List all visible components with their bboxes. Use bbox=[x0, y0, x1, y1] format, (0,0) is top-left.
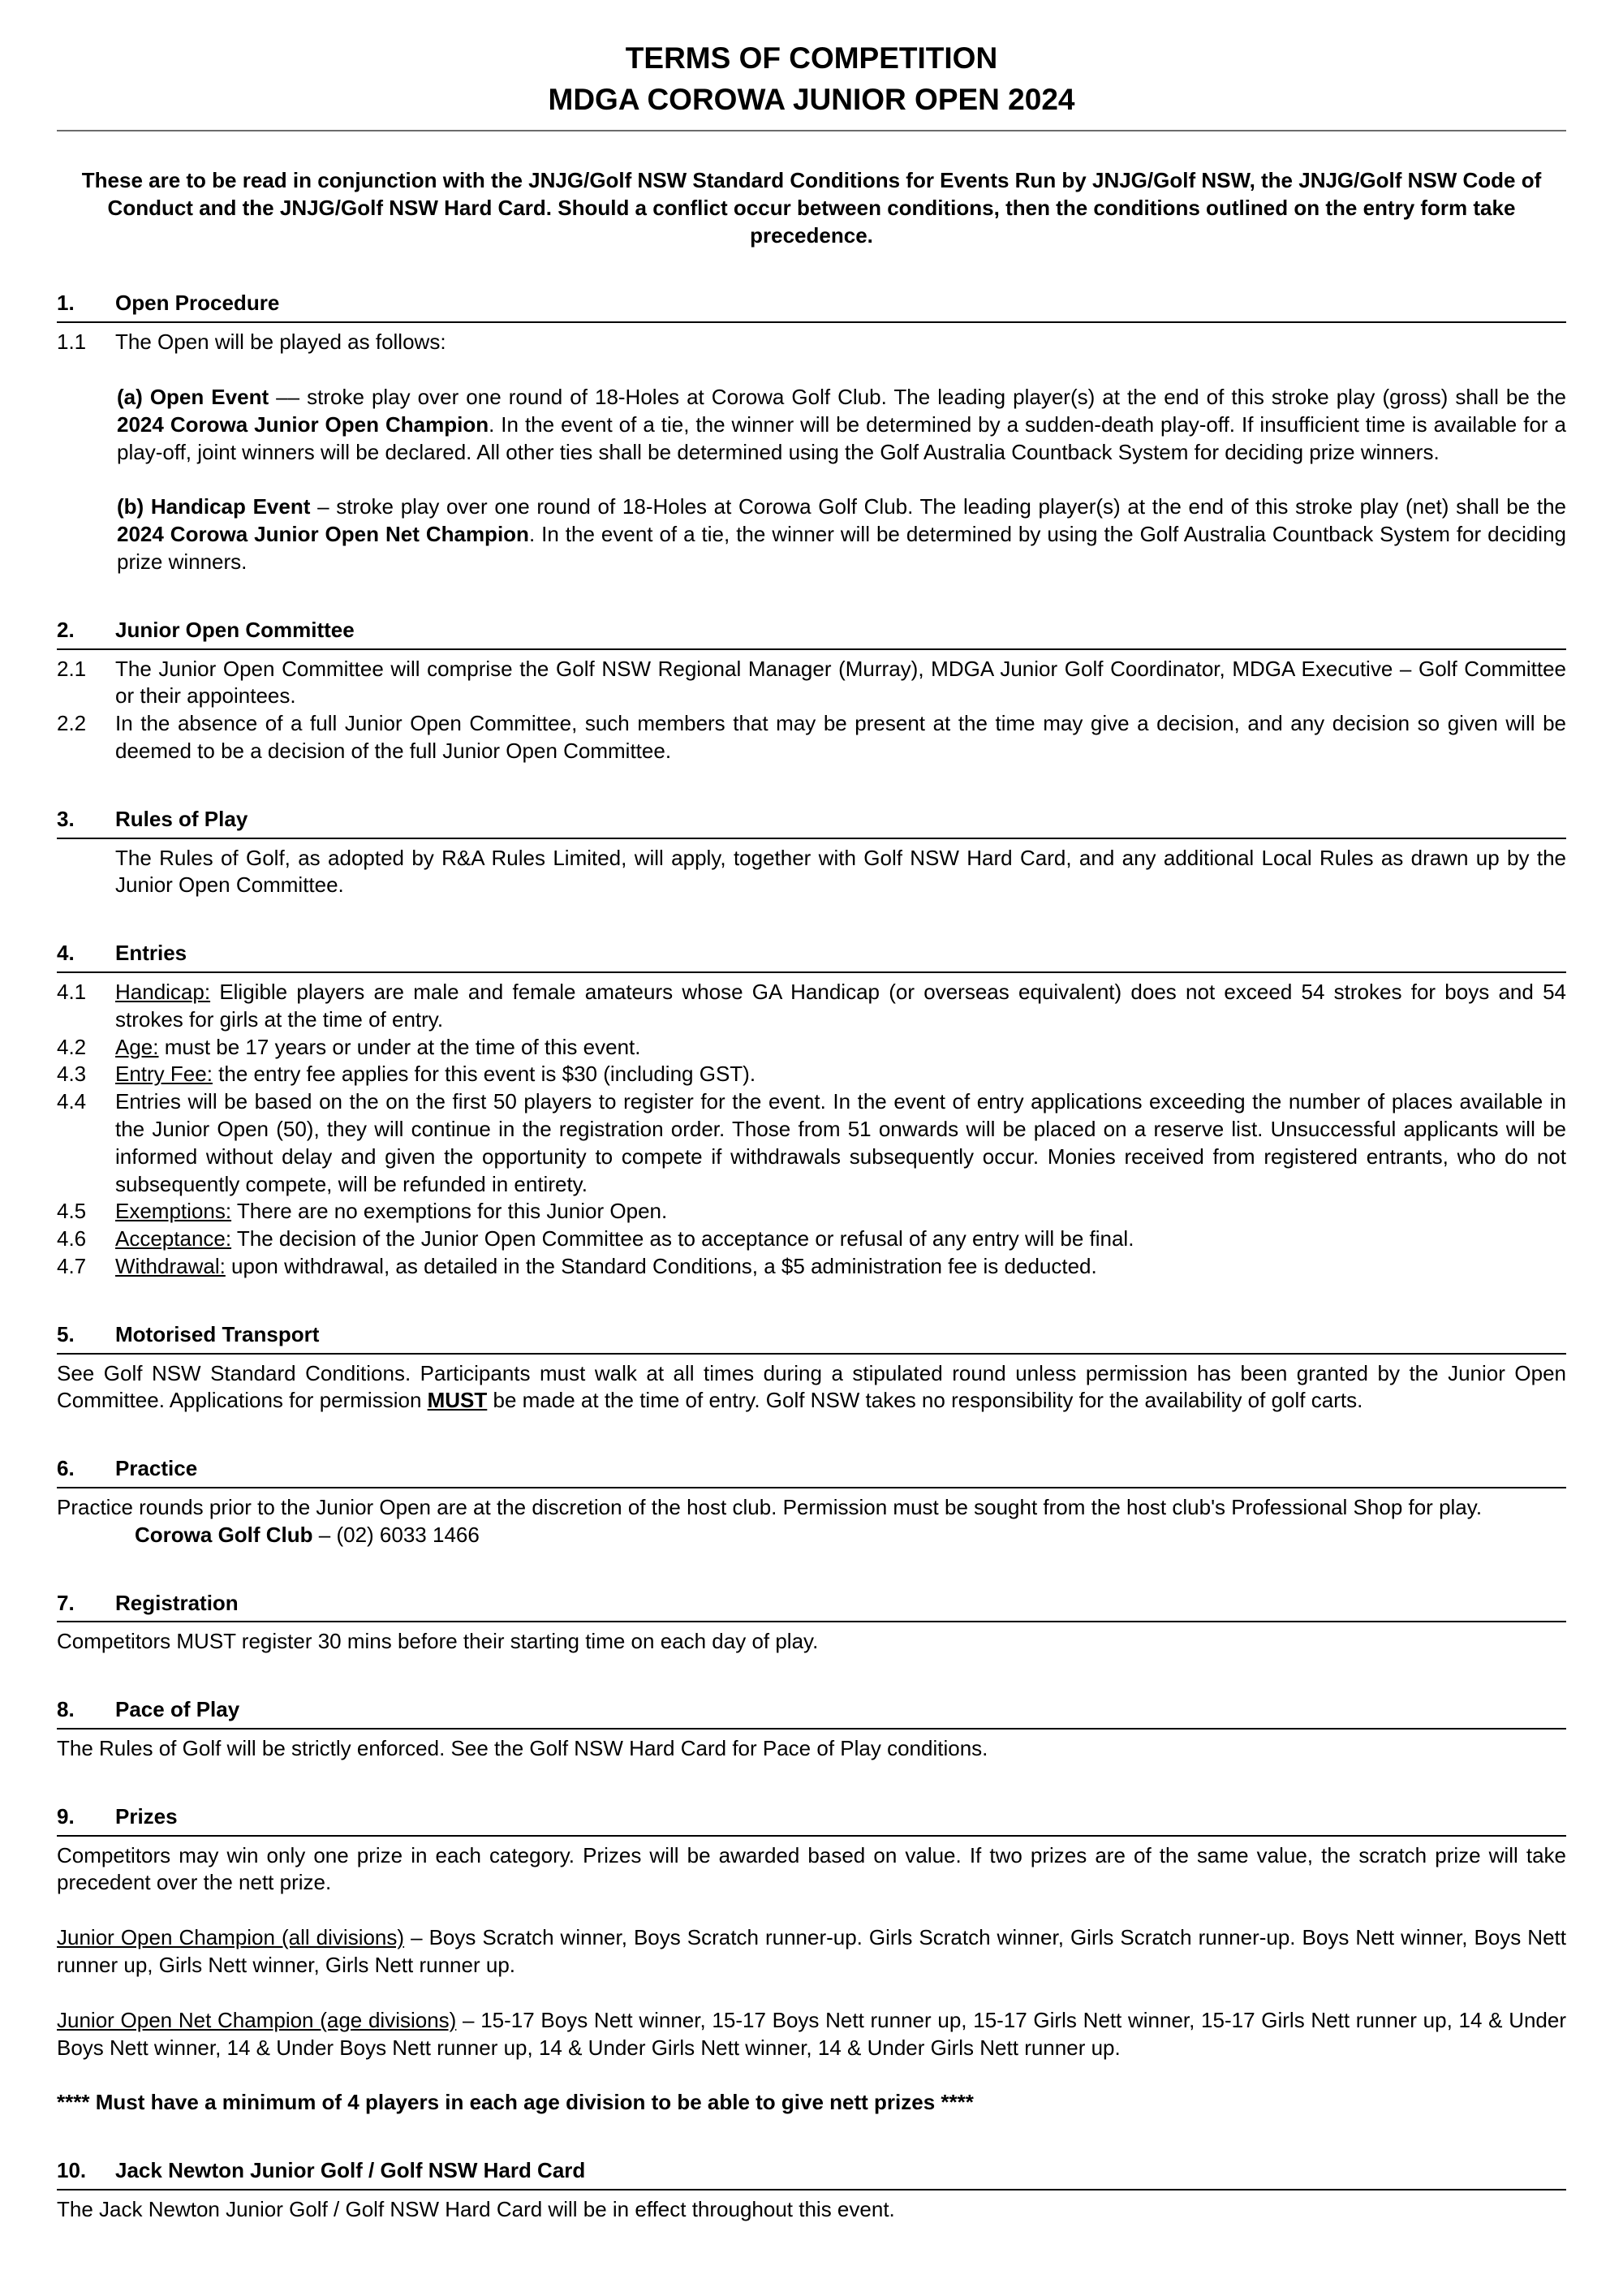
section-title: Junior Open Committee bbox=[115, 617, 355, 642]
text-run: – 15-17 Boys Nett winner, 15-17 Boys Nett runner up, 15-17 Girls Nett winner, 15-17 Girls Nett runner up, 14 & Under Boys Nett winner, 14 & Under Boys Nett runner up, 14 & Under Girls Nett winner, 14 & Under Girls Nett runner up. bbox=[57, 2007, 1567, 2060]
section-1-open-procedure bbox=[57, 290, 1566, 575]
clause-text: The Open will be played as follows: bbox=[115, 330, 446, 355]
clause-number: 4.1 bbox=[57, 980, 87, 1005]
text-run: . In the event of a tie, the winner will be determined by a sudden-death play-off. If insufficient time is available for a play-off, joint winners will be declared. All other ties shall be determined using the Golf Australia Countback System for deciding prize winners. bbox=[117, 411, 1566, 464]
section-number: 5. bbox=[57, 1321, 75, 1346]
underline-run: Acceptance: bbox=[115, 1226, 232, 1251]
section-3-rules-of-play bbox=[57, 806, 1566, 899]
clause-4-4 bbox=[57, 1088, 1566, 1198]
section-body bbox=[57, 1360, 1566, 1415]
section-heading bbox=[57, 1455, 1566, 1488]
section-heading bbox=[57, 1696, 1566, 1730]
section-body: Practice rounds prior to the Junior Open are at the discretion of the host club. Permission must be sought from the host club's Professional Shop for play. bbox=[57, 1494, 1483, 1519]
text-run: Eligible players are male and female amateurs whose GA Handicap (or overseas equivalent) does not exceed 54 strokes for boys and 54 strokes for girls at the time of entry. bbox=[115, 980, 1566, 1032]
text-run: See Golf NSW Standard Conditions. Participants must walk at all times during a stipulated round unless permission has been granted by the Junior Open Committee. Applications for permission bbox=[57, 1360, 1566, 1413]
section-heading bbox=[57, 1321, 1566, 1355]
section-title: Registration bbox=[115, 1590, 239, 1615]
clause-text bbox=[115, 1226, 1566, 1253]
section-10-hard-card bbox=[57, 2157, 1566, 2224]
prizes-open-champion bbox=[57, 1924, 1566, 1979]
section-heading bbox=[57, 1590, 1566, 1623]
clause-number: 4.6 bbox=[57, 1226, 87, 1251]
underline-run: Exemptions: bbox=[115, 1199, 232, 1224]
clause-text: Entries will be based on the on the first 50 players to register for the event. In the event of entry applications exceeding the number of places available in the Junior Open (50), they will continue in the registration order. Those from 51 onwards will be placed on a reserve list. Unsuccessful applicants will be informed without delay and given the opportunity to compete if withdrawals subsequently occur. Monies received from registered entrants, who do not subsequently compete, will be refunded in entirety. bbox=[115, 1089, 1566, 1196]
text-run: must be 17 years or under at the time of this event. bbox=[158, 1034, 641, 1059]
clause-text bbox=[115, 1034, 1566, 1062]
club-name: Corowa Golf Club bbox=[135, 1522, 313, 1547]
section-number: 2. bbox=[57, 617, 75, 642]
underline-run: Junior Open Net Champion (age divisions) bbox=[57, 2007, 457, 2032]
clause-number: 4.4 bbox=[57, 1089, 87, 1114]
prizes-net-champion bbox=[57, 2007, 1566, 2062]
clause-text: The Junior Open Committee will comprise the Golf NSW Regional Manager (Murray), MDGA Junior Golf Coordinator, MDGA Executive – Golf Committee or their appointees. bbox=[115, 656, 1566, 709]
underline-run: Age: bbox=[115, 1034, 159, 1059]
text-run: There are no exemptions for this Junior Open. bbox=[231, 1199, 668, 1224]
section-number: 4. bbox=[57, 941, 75, 966]
section-body: The Jack Newton Junior Golf / Golf NSW Hard Card will be in effect throughout this event. bbox=[57, 2196, 895, 2221]
section-number: 7. bbox=[57, 1590, 75, 1615]
bold-run: 2024 Corowa Junior Open Net Champion bbox=[117, 522, 529, 547]
section-body: Competitors MUST register 30 mins before their starting time on each day of play. bbox=[57, 1629, 819, 1654]
document-title-line2: MDGA COROWA JUNIOR OPEN 2024 bbox=[548, 83, 1075, 117]
section-body: The Rules of Golf, as adopted by R&A Rules Limited, will apply, together with Golf NSW Hard Card, and any additional Local Rules as drawn up by the Junior Open Committee. bbox=[115, 845, 1566, 898]
section-number: 8. bbox=[57, 1697, 75, 1722]
bold-run: 2024 Corowa Junior Open Champion bbox=[117, 411, 489, 437]
intro-paragraph: These are to be read in conjunction with the JNJG/Golf NSW Standard Conditions for Events Run by JNJG/Golf NSW, the JNJG/Golf NSW Code of Conduct and the JNJG/Golf NSW Hard Card. Should a conflict occur between conditions, then the conditions outlined on the entry form take precedence. bbox=[81, 168, 1542, 248]
section-heading bbox=[57, 2157, 1566, 2190]
clause-4-6 bbox=[57, 1226, 1566, 1253]
prizes-minimum-note: **** Must have a minimum of 4 players in each age division to be able to give nett prizes **** bbox=[57, 2090, 974, 2115]
bold-run: (a) Open Event bbox=[117, 385, 269, 410]
section-number: 6. bbox=[57, 1456, 75, 1481]
clause-number: 4.3 bbox=[57, 1062, 87, 1087]
section-title: Open Procedure bbox=[115, 291, 280, 316]
clause-4-1 bbox=[57, 979, 1566, 1034]
clause-2-2 bbox=[57, 710, 1566, 765]
clause-number: 4.2 bbox=[57, 1034, 87, 1059]
clause-4-7 bbox=[57, 1253, 1566, 1281]
section-heading bbox=[57, 1803, 1566, 1837]
clause-4-5 bbox=[57, 1198, 1566, 1226]
section-8-pace-of-play bbox=[57, 1696, 1566, 1763]
section-number: 9. bbox=[57, 1803, 75, 1829]
section-heading bbox=[57, 290, 1566, 323]
section-title: Jack Newton Junior Golf / Golf NSW Hard Card bbox=[115, 2158, 586, 2183]
clause-text: In the absence of a full Junior Open Committee, such members that may be present at the time may give a decision, and any decision so given will be deemed to be a decision of the full Junior Open Committee. bbox=[115, 711, 1566, 764]
section-number: 3. bbox=[57, 806, 75, 831]
section-7-registration bbox=[57, 1590, 1566, 1656]
text-run: –– stroke play over one round of 18-Holes at Corowa Golf Club. The leading player(s) at the end of this stroke play (gross) shall be the bbox=[269, 385, 1566, 410]
clause-number: 1.1 bbox=[57, 330, 87, 355]
section-6-practice bbox=[57, 1455, 1566, 1549]
clause-4-2 bbox=[57, 1034, 1566, 1062]
section-5-motorised-transport bbox=[57, 1321, 1566, 1415]
underline-run: Entry Fee: bbox=[115, 1062, 213, 1087]
text-run: – Boys Scratch winner, Boys Scratch runner-up. Girls Scratch winner, Girls Scratch runner-up. Boys Nett winner, Boys Nett runner up, Girls Nett winner, Girls Nett runner up. bbox=[57, 1925, 1566, 1977]
underline-run: Junior Open Champion (all divisions) bbox=[57, 1925, 405, 1950]
text-run: The decision of the Junior Open Committee as to acceptance or refusal of any entry will be final. bbox=[231, 1226, 1134, 1251]
document-title-line1: TERMS OF COMPETITION bbox=[625, 41, 998, 75]
clause-1-1 bbox=[57, 329, 1566, 356]
section-title: Practice bbox=[115, 1456, 198, 1481]
text-run: upon withdrawal, as detailed in the Standard Conditions, a $5 administration fee is deducted. bbox=[225, 1254, 1097, 1278]
section-4-entries bbox=[57, 940, 1566, 1281]
clause-text bbox=[115, 1198, 1566, 1226]
text-run: be made at the time of entry. Golf NSW takes no responsibility for the availability of golf carts. bbox=[487, 1388, 1363, 1413]
section-title: Motorised Transport bbox=[115, 1321, 320, 1346]
section-title: Prizes bbox=[115, 1803, 178, 1829]
section-heading bbox=[57, 806, 1566, 839]
club-phone: – (02) 6033 1466 bbox=[312, 1522, 480, 1547]
underline-run: Withdrawal: bbox=[115, 1254, 226, 1278]
bold-run: (b) Handicap Event bbox=[117, 494, 311, 519]
subclause-b bbox=[117, 493, 1566, 575]
section-number: 1. bbox=[57, 291, 75, 316]
section-title: Pace of Play bbox=[115, 1697, 240, 1722]
section-heading bbox=[57, 617, 1566, 650]
club-contact-line bbox=[135, 1522, 1566, 1549]
section-title: Entries bbox=[115, 941, 187, 966]
clause-number: 2.2 bbox=[57, 711, 87, 736]
clause-text bbox=[115, 1253, 1566, 1281]
section-body: The Rules of Golf will be strictly enforced. See the Golf NSW Hard Card for Pace of Play conditions. bbox=[57, 1735, 988, 1760]
text-run: the entry fee applies for this event is $30 (including GST). bbox=[212, 1062, 756, 1087]
underline-run: Handicap: bbox=[115, 980, 211, 1005]
clause-4-3 bbox=[57, 1061, 1566, 1088]
section-2-junior-open-committee bbox=[57, 617, 1566, 765]
document-header bbox=[57, 37, 1566, 131]
prizes-intro: Competitors may win only one prize in each category. Prizes will be awarded based on value. If two prizes are of the same value, the scratch prize will take precedent over the nett prize. bbox=[57, 1842, 1566, 1895]
section-9-prizes bbox=[57, 1803, 1566, 2117]
section-heading bbox=[57, 940, 1566, 973]
clause-2-1 bbox=[57, 656, 1566, 711]
clause-number: 4.5 bbox=[57, 1199, 87, 1224]
clause-text bbox=[115, 1061, 1566, 1088]
section-title: Rules of Play bbox=[115, 806, 248, 831]
subclause-a bbox=[117, 384, 1566, 466]
bold-underline-run: MUST bbox=[427, 1388, 488, 1413]
clause-number: 4.7 bbox=[57, 1254, 87, 1278]
section-number: 10. bbox=[57, 2158, 87, 2183]
clause-number: 2.1 bbox=[57, 656, 87, 681]
text-run: . In the event of a tie, the winner will be determined by using the Golf Australia Countback System for deciding prize winners. bbox=[117, 522, 1566, 575]
clause-text bbox=[115, 979, 1566, 1034]
text-run: – stroke play over one round of 18-Holes at Corowa Golf Club. The leading player(s) at the end of this stroke play (net) shall be the bbox=[310, 494, 1566, 519]
